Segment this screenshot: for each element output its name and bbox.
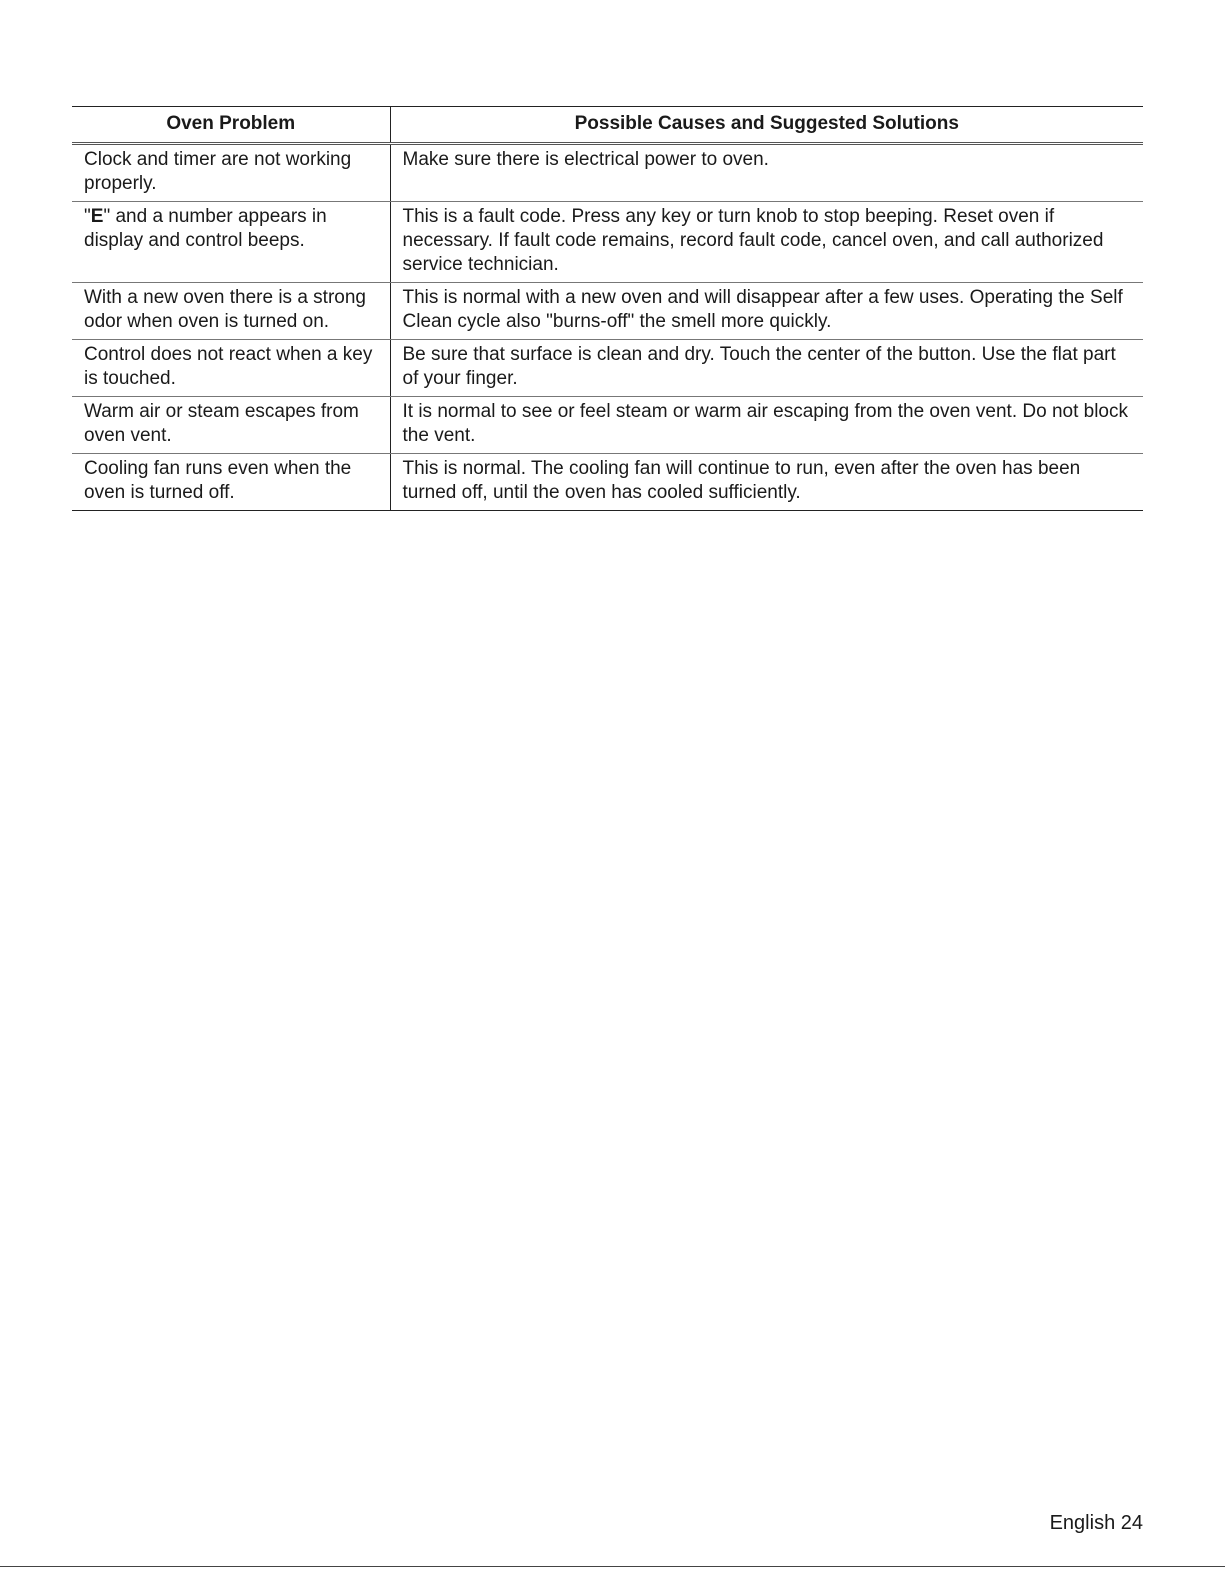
open-quote: " (84, 206, 91, 227)
problem-cell: With a new oven there is a strong odor when oven is turned on. (72, 283, 390, 340)
table-row (72, 397, 1143, 454)
problem-cell: Clock and timer are not working properly. (72, 144, 390, 202)
table-row (72, 454, 1143, 511)
problem-cell: Control does not react when a key is touched. (72, 340, 390, 397)
solution-cell: It is normal to see or feel steam or warm air escaping from the oven vent. Do not block the vent. (390, 397, 1143, 454)
solution-cell: Be sure that surface is clean and dry. Touch the center of the button. Use the flat part of your finger. (390, 340, 1143, 397)
table-row (72, 340, 1143, 397)
problem-cell: Cooling fan runs even when the oven is turned off. (72, 454, 390, 511)
page-bottom-rule (0, 1566, 1225, 1567)
table-body (72, 144, 1143, 511)
table-header (72, 107, 1143, 144)
page-number: English 24 (1049, 1512, 1143, 1534)
solution-cell: This is normal. The cooling fan will continue to run, even after the oven has been turned off, until the oven has cooled sufficiently. (390, 454, 1143, 511)
table-row (72, 144, 1143, 202)
solution-cell: Make sure there is electrical power to oven. (390, 144, 1143, 202)
fault-code-letter: E (90, 206, 104, 227)
header-oven-problem: Oven Problem (72, 107, 390, 144)
problem-text: " and a number appears in display and control beeps. (84, 206, 327, 251)
problem-cell: Warm air or steam escapes from oven vent. (72, 397, 390, 454)
table-row (72, 202, 1143, 283)
solution-cell: This is normal with a new oven and will disappear after a few uses. Operating the Self Clean cycle also "burns-off" the smell more quickly. (390, 283, 1143, 340)
table-row (72, 283, 1143, 340)
header-causes-solutions: Possible Causes and Suggested Solutions (390, 107, 1143, 144)
troubleshooting-table (72, 106, 1143, 511)
solution-cell: This is a fault code. Press any key or turn knob to stop beeping. Reset oven if necessary. If fault code remains, record fault code, cancel oven, and call authorized service technician. (390, 202, 1143, 283)
header-row (72, 107, 1143, 144)
problem-cell (72, 202, 390, 283)
